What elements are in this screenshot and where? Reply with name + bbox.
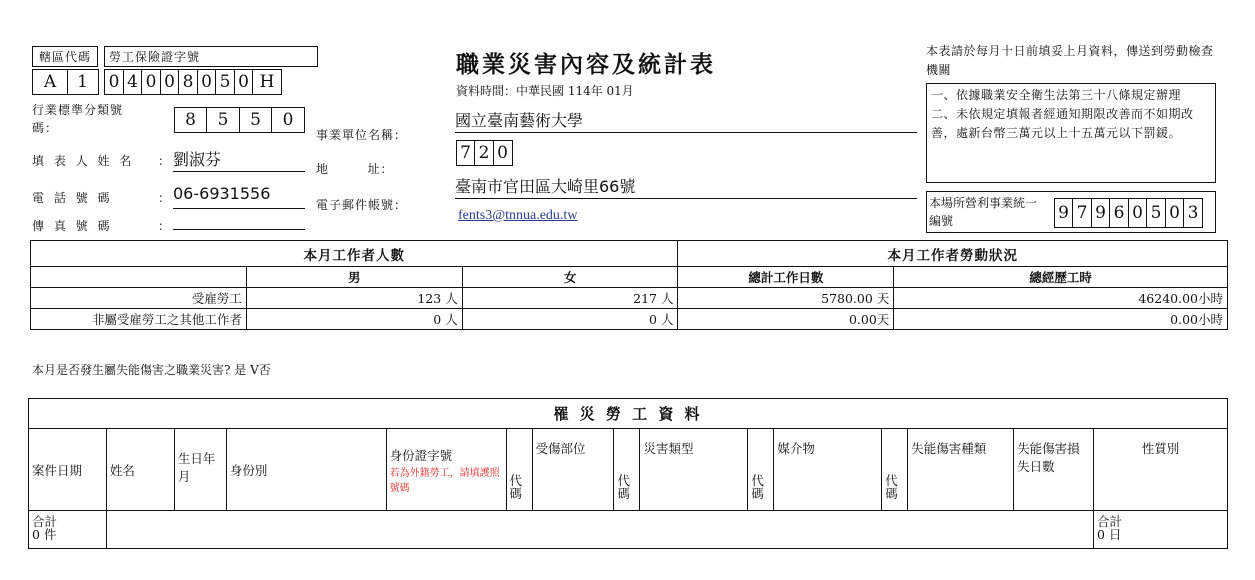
digit: 1: [67, 69, 99, 95]
district-code-block: [32, 46, 99, 95]
industry-digits: [175, 107, 305, 133]
total-label: 合計: [32, 514, 58, 529]
address-field[interactable]: 臺南市官田區大崎里66號: [455, 174, 917, 199]
col-code: 代碼: [506, 429, 532, 511]
table-row: [31, 309, 1228, 330]
unit-name-label: 事業單位名稱：: [316, 128, 408, 142]
fax-label: 傳 真 號 碼: [32, 219, 113, 233]
industry-label-1: 行業標準分類號: [32, 103, 124, 117]
notice-head: 本表請於每月十日前填妥上月資料，傳送到勞動檢查機關: [926, 44, 1214, 77]
female-header: 女: [462, 267, 678, 288]
col-code: 代碼: [614, 429, 640, 511]
digit: 4: [123, 69, 143, 95]
male-header: 男: [246, 267, 462, 288]
total-cases: 0 件: [32, 527, 57, 542]
postal-code: [457, 140, 513, 166]
workers-header: 本月工作者人數: [31, 241, 678, 267]
col-name: 姓名: [106, 429, 174, 511]
digit: 7: [456, 140, 476, 166]
col-disaster-type: 災害類型: [640, 429, 748, 511]
digit: 5: [239, 107, 273, 133]
disabling-injury-question: 本月是否發生屬失能傷害之職業災害? 是 V否: [32, 363, 271, 377]
unified-no-block: [926, 191, 1216, 233]
digit: 7: [1072, 198, 1092, 228]
row-label: 受雇勞工: [31, 288, 247, 309]
unified-no-digits: [1055, 198, 1203, 228]
digit: 9: [1054, 198, 1074, 228]
district-code-digits: [34, 69, 99, 95]
digit: 0: [1165, 198, 1185, 228]
filler-colon: ：: [158, 154, 172, 168]
total-hours-header: 總經歷工時: [894, 267, 1228, 288]
total-days: 0 日: [1097, 527, 1122, 542]
data-period: 資料時間：中華民國 114年 01月: [456, 84, 634, 98]
digit: 0: [493, 140, 513, 166]
digit: 3: [1183, 198, 1203, 228]
notice-item: 二、未依規定填報者經通知期限改善而不如期改善，處新台幣三萬元以上十五萬元以下罰鍰。: [931, 107, 1194, 140]
injury-table-title: 罹 災 勞 工 資 料: [29, 399, 1228, 429]
table-row: [31, 288, 1228, 309]
hours-value: 0.00小時: [894, 309, 1228, 330]
total-label: 合計: [1097, 514, 1123, 529]
id-no-note: 若為外籍勞工，請填護照號碼: [389, 467, 500, 494]
injured-worker-table: [28, 398, 1228, 549]
col-birth: 生日年月: [174, 429, 226, 511]
digit: H: [252, 69, 282, 95]
row-label: 非屬受雇勞工之其他工作者: [31, 309, 247, 330]
insurance-no-block: [104, 46, 318, 95]
digit: 0: [234, 69, 254, 95]
days-value: 0.00天: [678, 309, 894, 330]
hours-value: 46240.00小時: [894, 288, 1228, 309]
days-value: 5780.00 天: [678, 288, 894, 309]
email-link[interactable]: fents3@tnnua.edu.tw: [458, 208, 578, 223]
digit: 8: [174, 107, 208, 133]
labor-header: 本月工作者勞動狀況: [678, 241, 1228, 267]
page-title: 職業災害內容及統計表: [456, 51, 716, 78]
total-days-header: 總計工作日數: [678, 267, 894, 288]
digit: 2: [474, 140, 494, 166]
industry-label-2: 碼：: [32, 121, 59, 135]
blank-cell: [106, 511, 1093, 549]
digit: 8: [178, 69, 198, 95]
digit: 9: [1091, 198, 1111, 228]
district-code-label: 轄區代碼: [32, 46, 98, 67]
unit-name-field[interactable]: 國立臺南藝術大學: [455, 108, 917, 133]
male-count: 0 人: [246, 309, 462, 330]
col-disability-type: 失能傷害種類: [908, 429, 1014, 511]
col-identity: 身份別: [226, 429, 386, 511]
female-count: 0 人: [462, 309, 678, 330]
email-label: 電子郵件帳號：: [316, 198, 408, 212]
notice-item: 一、依據職業安全衛生法第三十八條規定辦理: [931, 88, 1182, 102]
insurance-no-label: 勞工保險證字號: [104, 46, 318, 67]
col-lost-days: 失能傷害損失日數: [1014, 429, 1094, 511]
digit: 0: [141, 69, 161, 95]
filler-name-field[interactable]: 劉淑芬: [173, 147, 305, 172]
filler-label: 填 表 人 姓 名: [32, 154, 135, 168]
phone-colon: ：: [158, 191, 172, 205]
insurance-no-digits: [106, 69, 319, 95]
unified-no-label: 本場所營利事業統一編號: [929, 196, 1038, 228]
col-medium: 媒介物: [774, 429, 882, 511]
digit: A: [32, 69, 68, 95]
id-no-label: 身份證字號: [389, 447, 453, 463]
col-id-no: [386, 429, 506, 511]
fax-colon: ：: [158, 219, 172, 233]
col-date: 案件日期: [29, 429, 107, 511]
digit: 0: [104, 69, 124, 95]
total-days-cell: [1094, 511, 1228, 549]
phone-label: 電 話 號 碼: [32, 191, 113, 205]
total-cases-cell: [29, 511, 107, 549]
digit: 5: [215, 69, 235, 95]
digit: 5: [1146, 198, 1166, 228]
col-body-part: 受傷部位: [532, 429, 614, 511]
male-count: 123 人: [246, 288, 462, 309]
digit: 0: [271, 107, 305, 133]
phone-field[interactable]: 06-6931556: [173, 184, 305, 209]
notice-box: [926, 83, 1216, 183]
female-count: 217 人: [462, 288, 678, 309]
blank-cell: [31, 267, 247, 288]
digit: 0: [160, 69, 180, 95]
col-code: 代碼: [882, 429, 908, 511]
digit: 0: [1128, 198, 1148, 228]
fax-field[interactable]: [173, 212, 305, 230]
digit: 6: [1109, 198, 1129, 228]
address-label: 地 址：: [316, 162, 394, 176]
col-code: 代碼: [748, 429, 774, 511]
col-nature: 性質別: [1094, 429, 1228, 511]
digit: 0: [197, 69, 217, 95]
workers-stats-table: [30, 240, 1228, 330]
digit: 5: [206, 107, 240, 133]
